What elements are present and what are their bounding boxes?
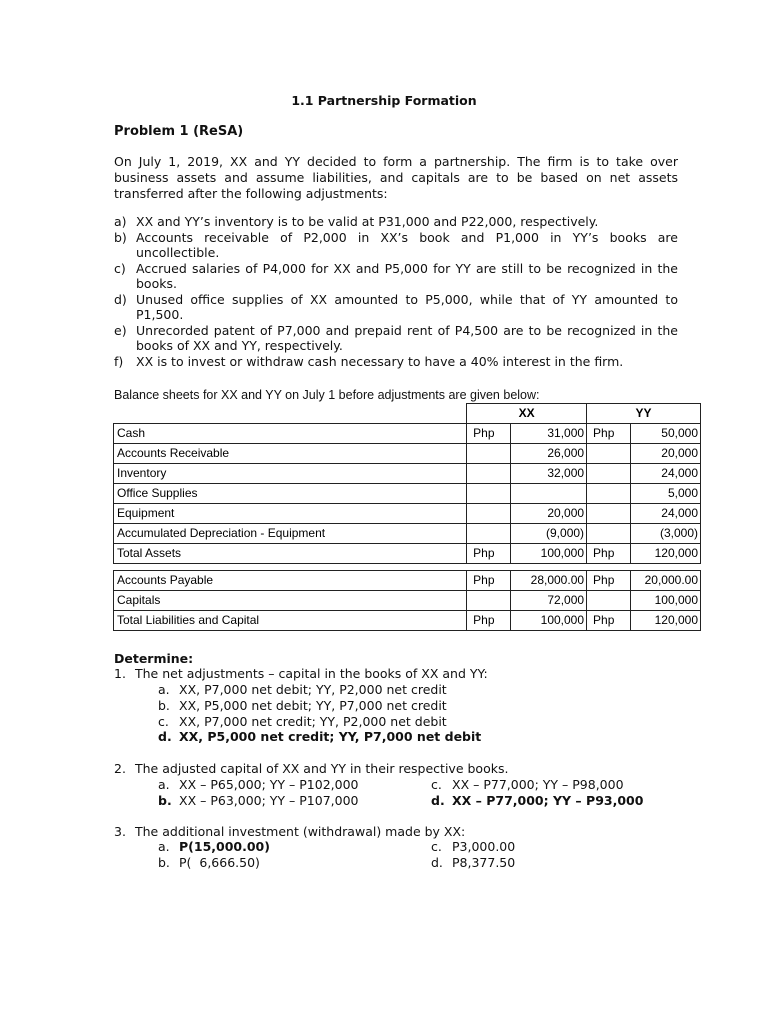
table-row xyxy=(114,611,701,631)
balance-sheet-table xyxy=(113,403,701,631)
option-text: P3,000.00 xyxy=(452,839,516,854)
row-label: Cash xyxy=(114,424,467,444)
xx-currency xyxy=(467,504,511,524)
xx-amount: 100,000 xyxy=(511,544,587,564)
list-item xyxy=(114,214,678,230)
option-letter: d. xyxy=(158,729,172,744)
question-number: 1. xyxy=(114,666,126,681)
list-letter: c) xyxy=(114,260,126,276)
row-label: Capitals xyxy=(114,591,467,611)
xx-currency: Php xyxy=(467,611,511,631)
option-3a-answer xyxy=(158,839,270,854)
list-item xyxy=(114,230,678,261)
yy-currency xyxy=(587,464,631,484)
option-2d-answer xyxy=(431,793,643,808)
table-row xyxy=(114,571,701,591)
table-row xyxy=(114,544,701,564)
list-item xyxy=(114,323,678,354)
row-label: Office Supplies xyxy=(114,484,467,504)
yy-currency: Php xyxy=(587,544,631,564)
list-letter: d) xyxy=(114,291,127,307)
option-2b xyxy=(158,793,358,808)
yy-currency xyxy=(587,484,631,504)
row-label: Equipment xyxy=(114,504,467,524)
option-text: XX – P65,000; YY – P102,000 xyxy=(179,777,359,792)
option-letter: a. xyxy=(158,682,170,697)
xx-amount xyxy=(511,484,587,504)
option-letter: a. xyxy=(158,777,170,792)
list-item xyxy=(114,261,678,292)
option-text: XX – P63,000; YY – P107,000 xyxy=(179,793,359,808)
list-text: Accounts receivable of P2,000 in XX’s book and P1,000 in YY’s books are uncollectible. xyxy=(136,229,678,260)
list-letter: e) xyxy=(114,322,127,338)
xx-currency xyxy=(467,484,511,504)
option-letter: b. xyxy=(158,855,170,870)
option-letter: b. xyxy=(158,793,172,808)
yy-currency: Php xyxy=(587,424,631,444)
table-header-row xyxy=(114,404,701,424)
question-text: The additional investment (withdrawal) made by XX: xyxy=(135,824,466,839)
list-text: Accrued salaries of P4,000 for XX and P5,000 for YY are still to be recognized in the books. xyxy=(136,260,678,291)
yy-amount: 24,000 xyxy=(631,464,701,484)
list-letter: f) xyxy=(114,353,124,369)
xx-amount: (9,000) xyxy=(511,524,587,544)
list-text: XX and YY’s inventory is to be valid at P31,000 and P22,000, respectively. xyxy=(136,214,599,229)
yy-amount: 20,000.00 xyxy=(631,571,701,591)
table-spacer xyxy=(114,564,701,571)
xx-currency xyxy=(467,464,511,484)
intro-paragraph: On July 1, 2019, XX and YY decided to form a partnership. The firm is to take over business assets and assume liabilities, and capitals are to be based on net assets transferred after the following adjustments: xyxy=(114,154,678,201)
list-letter: b) xyxy=(114,229,127,245)
column-header-xx: XX xyxy=(467,404,587,424)
row-label: Accounts Payable xyxy=(114,571,467,591)
option-2c xyxy=(431,777,624,792)
page-title: 1.1 Partnership Formation xyxy=(291,93,477,108)
option-letter: a. xyxy=(158,839,170,854)
yy-amount: 5,000 xyxy=(631,484,701,504)
option-text: P( 6,666.50) xyxy=(179,855,260,870)
adjustments-list xyxy=(114,214,678,369)
yy-amount: (3,000) xyxy=(631,524,701,544)
column-header-yy: YY xyxy=(587,404,701,424)
yy-currency xyxy=(587,444,631,464)
row-label: Accounts Receivable xyxy=(114,444,467,464)
xx-amount: 31,000 xyxy=(511,424,587,444)
xx-amount: 100,000 xyxy=(511,611,587,631)
balance-sheet-caption: Balance sheets for XX and YY on July 1 before adjustments are given below: xyxy=(114,388,540,402)
option-text: XX – P77,000; YY – P93,000 xyxy=(452,793,644,808)
option-text: XX, P7,000 net credit; YY, P2,000 net debit xyxy=(179,714,447,729)
option-letter: d. xyxy=(431,793,445,808)
option-1b xyxy=(158,698,447,713)
yy-amount: 24,000 xyxy=(631,504,701,524)
xx-amount: 26,000 xyxy=(511,444,587,464)
option-letter: c. xyxy=(158,714,169,729)
xx-currency: Php xyxy=(467,571,511,591)
row-label: Total Liabilities and Capital xyxy=(114,611,467,631)
xx-currency xyxy=(467,444,511,464)
option-text: XX, P5,000 net debit; YY, P7,000 net credit xyxy=(179,698,447,713)
row-label: Inventory xyxy=(114,464,467,484)
determine-heading: Determine: xyxy=(114,651,194,666)
question-text: The net adjustments – capital in the books of XX and YY: xyxy=(135,666,488,681)
option-letter: b. xyxy=(158,698,170,713)
option-3b xyxy=(158,855,260,870)
xx-amount: 32,000 xyxy=(511,464,587,484)
option-text: XX – P77,000; YY – P98,000 xyxy=(452,777,624,792)
xx-currency: Php xyxy=(467,544,511,564)
option-1d-answer xyxy=(158,729,481,744)
table-row xyxy=(114,444,701,464)
option-3d xyxy=(431,855,515,870)
question-number: 2. xyxy=(114,761,126,776)
xx-amount: 28,000.00 xyxy=(511,571,587,591)
option-text: P(15,000.00) xyxy=(179,839,270,854)
question-text: The adjusted capital of XX and YY in their respective books. xyxy=(135,761,509,776)
option-letter: c. xyxy=(431,777,442,792)
yy-currency xyxy=(587,504,631,524)
option-1c xyxy=(158,714,447,729)
list-text: Unrecorded patent of P7,000 and prepaid rent of P4,500 are to be recognized in the books of XX and YY, respectively. xyxy=(136,322,678,353)
option-text: P8,377.50 xyxy=(452,855,516,870)
list-text: XX is to invest or withdraw cash necessary to have a 40% interest in the firm. xyxy=(136,353,624,369)
yy-currency xyxy=(587,591,631,611)
yy-currency: Php xyxy=(587,571,631,591)
table-row xyxy=(114,524,701,544)
list-text: Unused office supplies of XX amounted to P5,000, while that of YY amounted to P1,500. xyxy=(136,291,678,322)
balance-sheet-body xyxy=(114,424,701,631)
option-text: XX, P7,000 net debit; YY, P2,000 net credit xyxy=(179,682,447,697)
question-number: 3. xyxy=(114,824,126,839)
problem-heading: Problem 1 (ReSA) xyxy=(114,124,244,139)
option-3c xyxy=(431,839,515,854)
row-label: Accumulated Depreciation - Equipment xyxy=(114,524,467,544)
xx-currency xyxy=(467,524,511,544)
xx-currency xyxy=(467,591,511,611)
option-letter: d. xyxy=(431,855,443,870)
row-label: Total Assets xyxy=(114,544,467,564)
list-item xyxy=(114,292,678,323)
yy-amount: 20,000 xyxy=(631,444,701,464)
yy-amount: 120,000 xyxy=(631,611,701,631)
table-row xyxy=(114,591,701,611)
yy-amount: 120,000 xyxy=(631,544,701,564)
table-row xyxy=(114,504,701,524)
xx-amount: 20,000 xyxy=(511,504,587,524)
list-letter: a) xyxy=(114,214,127,229)
yy-currency xyxy=(587,524,631,544)
xx-amount: 72,000 xyxy=(511,591,587,611)
table-row xyxy=(114,424,701,444)
yy-amount: 100,000 xyxy=(631,591,701,611)
option-letter: c. xyxy=(431,839,442,854)
option-2a xyxy=(158,777,358,792)
table-row xyxy=(114,464,701,484)
yy-currency: Php xyxy=(587,611,631,631)
yy-amount: 50,000 xyxy=(631,424,701,444)
option-text: XX, P5,000 net credit; YY, P7,000 net debit xyxy=(179,729,482,744)
option-1a xyxy=(158,682,447,697)
table-row xyxy=(114,484,701,504)
list-item xyxy=(114,354,678,370)
xx-currency: Php xyxy=(467,424,511,444)
